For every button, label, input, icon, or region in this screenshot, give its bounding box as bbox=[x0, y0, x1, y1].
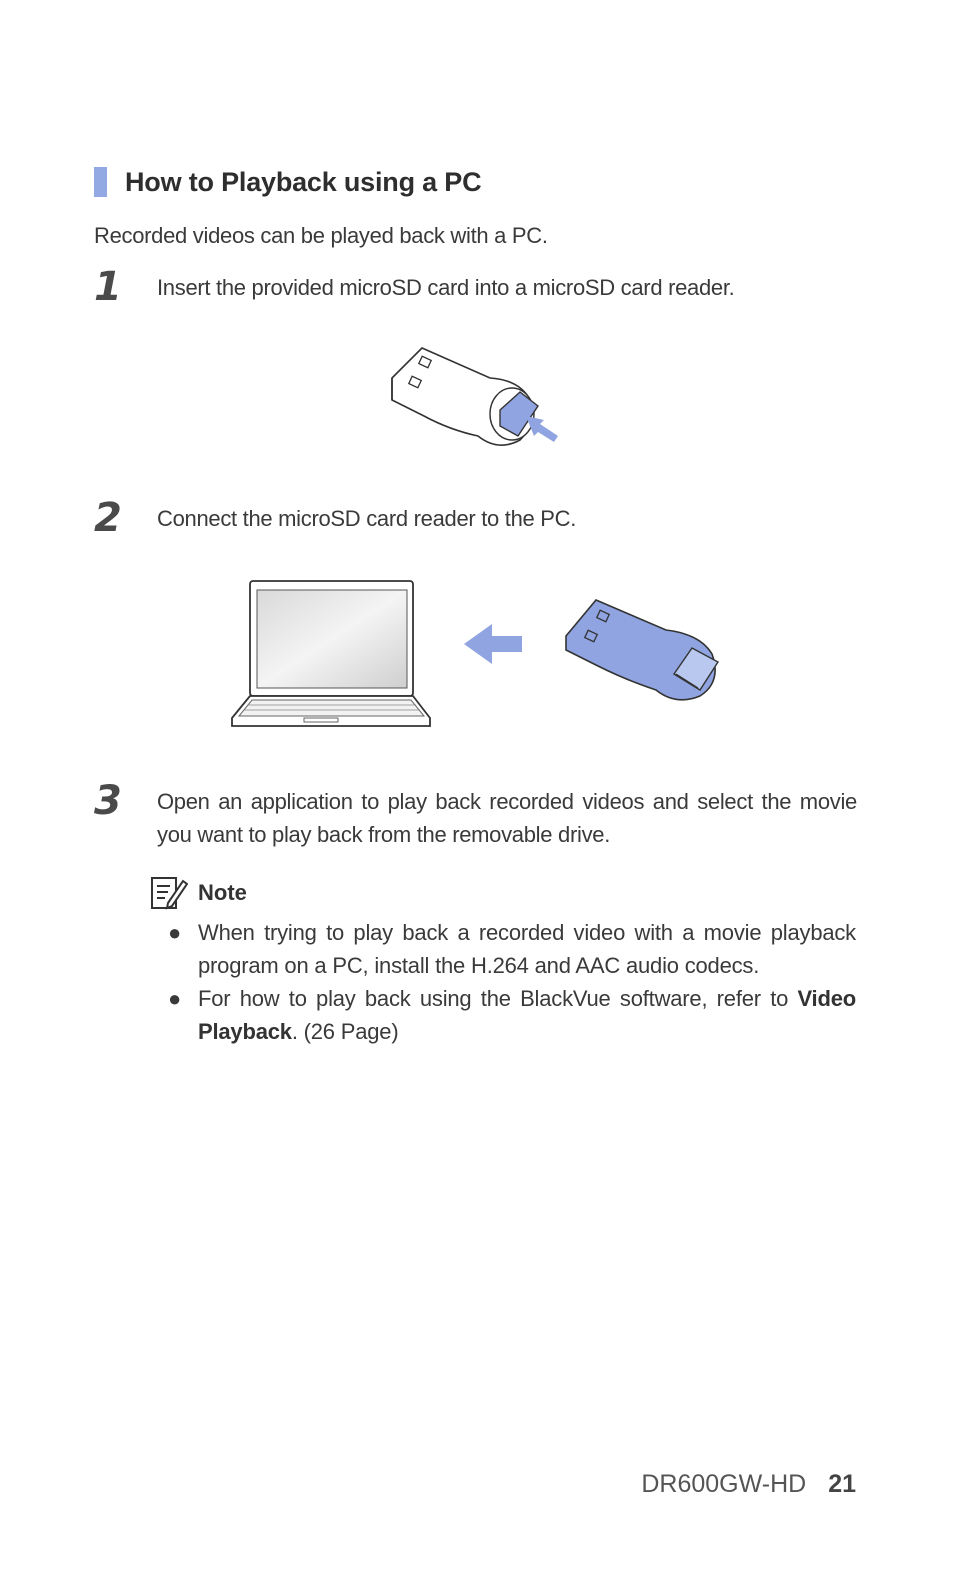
bullet-dot-icon: ● bbox=[168, 986, 182, 1011]
note-bullet-list bbox=[166, 916, 856, 1048]
step-1-text: Insert the provided microSD card into a microSD card reader. bbox=[157, 275, 735, 300]
step-2-number: 2 bbox=[94, 495, 122, 541]
section-heading bbox=[94, 166, 481, 198]
note-bullet-1-text: When trying to play back a recorded video with a movie playback program on a PC, install the H.264 and AAC audio codecs. bbox=[198, 920, 856, 978]
connect-arrow-icon bbox=[464, 624, 522, 664]
note-bullet-2-text-after: . (26 Page) bbox=[291, 1019, 399, 1044]
note-pencil-icon bbox=[150, 875, 188, 911]
bullet-dot-icon: ● bbox=[168, 920, 182, 945]
heading-accent-bar bbox=[94, 167, 107, 197]
intro-text: Recorded videos can be played back with a PC. bbox=[94, 223, 548, 248]
note-bullet-2-text-before: For how to play back using the BlackVue software, refer to bbox=[198, 986, 798, 1011]
video-playback-reference: Video Playback bbox=[198, 986, 856, 1044]
model-name: DR600GW-HD bbox=[641, 1470, 807, 1498]
page-number: 21 bbox=[828, 1470, 856, 1498]
card-reader-icon bbox=[566, 600, 718, 700]
section-title: How to Playback using a PC bbox=[125, 166, 482, 197]
laptop-icon bbox=[232, 581, 430, 726]
step-2-text: Connect the microSD card reader to the PC. bbox=[157, 506, 577, 531]
page-footer bbox=[641, 1470, 856, 1499]
note-label: Note bbox=[198, 880, 247, 905]
connect-illustration bbox=[230, 578, 730, 734]
step-3-number: 3 bbox=[94, 778, 122, 824]
note-bullet-2 bbox=[166, 982, 856, 1048]
card-insert-illustration bbox=[380, 340, 570, 455]
note-bullet-1 bbox=[166, 916, 856, 982]
note-header bbox=[150, 875, 247, 911]
step-1-number: 1 bbox=[94, 264, 122, 310]
step-3-text: Open an application to play back recorded videos and select the movie you want to play back from the removable drive. bbox=[157, 789, 857, 847]
